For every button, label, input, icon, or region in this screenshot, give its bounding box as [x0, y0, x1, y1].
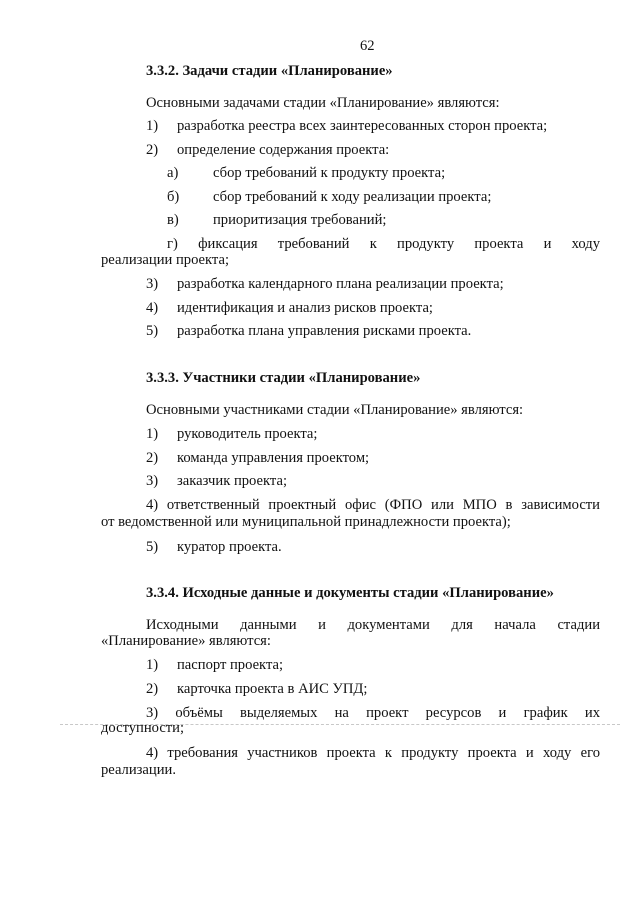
sublist-item-continuation: реализации проекта; — [101, 252, 230, 268]
section-heading-3-3-2: 3.3.2. Задачи стадии «Планирование» — [146, 63, 393, 79]
list-item-number: 2) — [146, 142, 159, 158]
list-item-text: разработка реестра всех заинтересованных сторон проекта; — [177, 118, 548, 134]
list-item-text: заказчик проекта; — [177, 473, 287, 489]
list-item-text: карточка проекта в АИС УПД; — [177, 681, 368, 697]
list-item-continuation: от ведомственной или муниципальной принадлежности проекта); — [101, 514, 511, 530]
sublist-item-justified-line: г) фиксация требований к продукту проекта и ходу — [167, 236, 600, 252]
list-item-text: команда управления проектом; — [177, 450, 370, 466]
list-item-number: 5) — [146, 539, 159, 555]
list-item-continuation: реализации. — [101, 762, 176, 778]
list-item-number: 1) — [146, 118, 159, 134]
list-item-number: 1) — [146, 657, 159, 673]
list-item-text: руководитель проекта; — [177, 426, 318, 442]
paragraph-intro-justified-line: Исходными данными и документами для начала стадии — [146, 617, 600, 633]
scan-artifact-line — [60, 724, 620, 725]
list-item-continuation: доступности; — [101, 720, 185, 736]
list-item-justified-line: 4) требования участников проекта к продукту проекта и ходу его — [146, 745, 600, 761]
list-item-text: разработка календарного плана реализации проекта; — [177, 276, 504, 292]
sublist-item-text: сбор требований к продукту проекта; — [213, 165, 446, 181]
list-item-justified-line: 3) объёмы выделяемых на проект ресурсов и график их — [146, 705, 600, 721]
list-item-text: паспорт проекта; — [177, 657, 284, 673]
list-item-text: идентификация и анализ рисков проекта; — [177, 300, 433, 316]
list-item-number: 3) — [146, 276, 159, 292]
list-item-number: 2) — [146, 450, 159, 466]
sublist-item-text: сбор требований к ходу реализации проекта; — [213, 189, 492, 205]
paragraph-intro-continuation: «Планирование» являются: — [101, 633, 271, 649]
list-item-number: 5) — [146, 323, 159, 339]
section-heading-3-3-4: 3.3.4. Исходные данные и документы стадии «Планирование» — [146, 585, 554, 601]
page-number: 62 — [360, 38, 375, 54]
list-item-number: 1) — [146, 426, 159, 442]
sublist-item-letter: в) — [167, 212, 179, 228]
list-item-justified-line: 4) ответственный проектный офис (ФПО или МПО в зависимости — [146, 497, 600, 513]
list-item-text: определение содержания проекта: — [177, 142, 390, 158]
sublist-item-letter: а) — [167, 165, 179, 181]
sublist-item-letter: б) — [167, 189, 180, 205]
paragraph-intro: Основными участниками стадии «Планирование» являются: — [146, 402, 524, 418]
list-item-number: 4) — [146, 300, 159, 316]
sublist-item-text: приоритизация требований; — [213, 212, 387, 228]
list-item-number: 3) — [146, 473, 159, 489]
paragraph-intro: Основными задачами стадии «Планирование» являются: — [146, 95, 500, 111]
list-item-text: куратор проекта. — [177, 539, 282, 555]
list-item-text: разработка плана управления рисками проекта. — [177, 323, 472, 339]
list-item-number: 2) — [146, 681, 159, 697]
section-heading-3-3-3: 3.3.3. Участники стадии «Планирование» — [146, 370, 421, 386]
